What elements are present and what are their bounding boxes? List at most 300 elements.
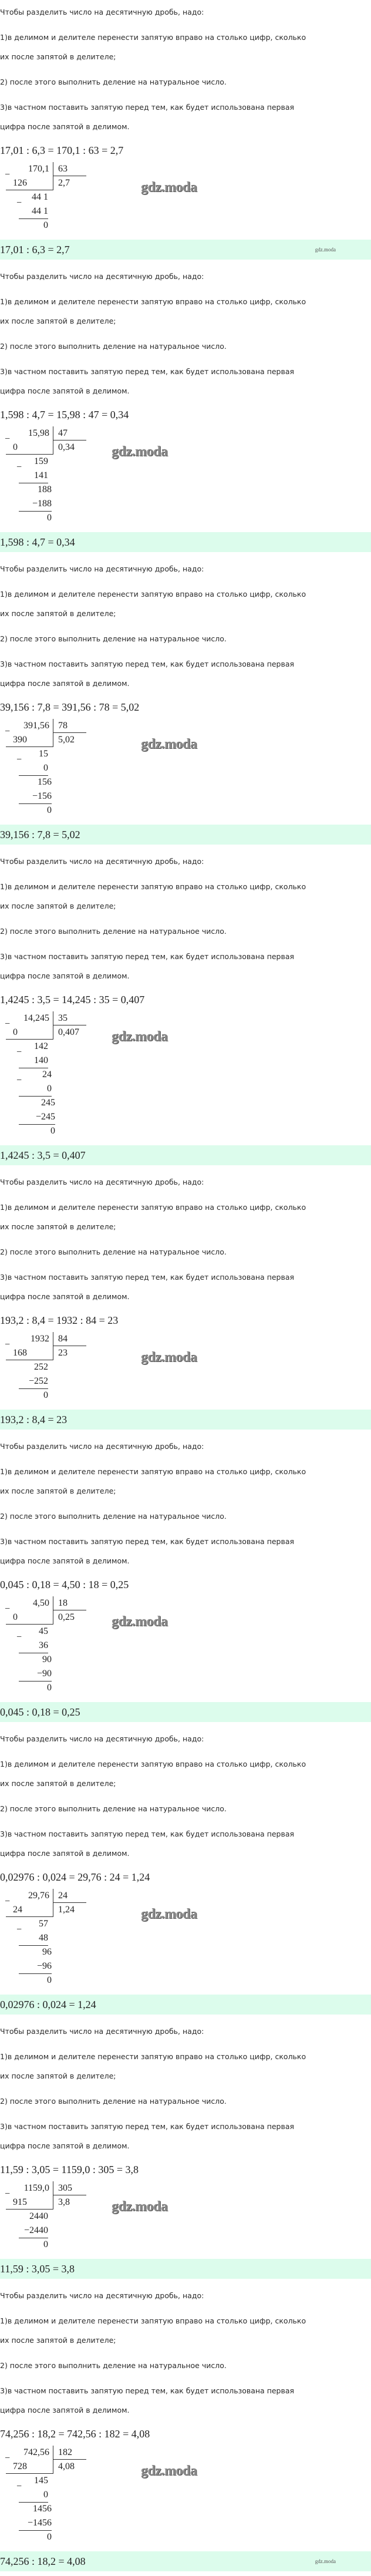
division-step-subtrahend (6, 789, 371, 803)
division-first-row (6, 2195, 371, 2210)
rule-line: их после запятой в делителе; (0, 2336, 116, 2345)
dividend: 391,56 (6, 719, 53, 733)
rule-text (0, 2022, 371, 2155)
result-text: 1,4245 : 3,5 = 0,407 (0, 1149, 86, 1161)
rule-paragraph (0, 1267, 371, 1306)
rule-line: Чтобы разделить число на десятичную дробь, надо: (0, 1442, 204, 1451)
rule-line: 2) после этого выполнить деление на натуральное число. (0, 927, 227, 936)
division-step-subtrahend (6, 1667, 371, 1681)
dividend: 4,50 (6, 1596, 53, 1610)
watermark-logo: gdz.moda (112, 444, 168, 459)
minus-sign: − (16, 1047, 22, 1057)
dividend: 14,245 (6, 1011, 53, 1025)
remainder: 0 (47, 2532, 52, 2542)
division-first-row (6, 1610, 371, 1625)
rule-paragraph (0, 337, 371, 356)
solution-section (0, 2284, 371, 2571)
minuend: 1456 (33, 2504, 52, 2514)
watermark-small: gdz.moda (315, 2558, 336, 2564)
rule-paragraph (0, 1437, 371, 1456)
first-subtrahend: 0 (6, 1025, 53, 1040)
division-step-subtrahend (6, 1054, 371, 1068)
quotient: 2,7 (58, 178, 70, 188)
division-header-row (5, 162, 371, 180)
remainder: 0 (43, 2239, 48, 2249)
divisor: 18 (53, 1596, 86, 1610)
minuend: 45 (39, 1626, 48, 1636)
minuend: 145 (34, 2476, 48, 2486)
long-division (6, 1332, 371, 1407)
division-remainder (6, 1681, 371, 1695)
watermark-logo: gdz.moda (141, 1906, 197, 1922)
subtrahend-wrap (19, 1082, 52, 1097)
division-remainder (6, 511, 371, 525)
result-text: 11,59 : 3,05 = 3,8 (0, 2263, 75, 2275)
rule-line: 3)в частном поставить запятую перед тем, как будет использована первая (0, 1273, 295, 1282)
rule-line: 3)в частном поставить запятую перед тем, как будет использована первая (0, 2122, 295, 2131)
division-step-minuend (6, 2210, 371, 2224)
minuend: 2440 (29, 2211, 48, 2221)
quotient: 0,25 (58, 1612, 75, 1622)
first-subtrahend: 728 (6, 2460, 53, 2474)
result-answer (0, 2551, 371, 2571)
division-step-subtrahend (6, 204, 371, 218)
long-division (6, 1011, 371, 1143)
first-subtrahend: 0 (6, 1610, 53, 1625)
rule-text (0, 1729, 371, 1863)
rule-text (0, 559, 371, 693)
subtrahend-wrap (19, 1639, 48, 1653)
division-step-subtrahend (6, 1374, 371, 1388)
rule-paragraph (0, 1506, 371, 1526)
equation: 0,045 : 0,18 = 4,50 : 18 = 0,25 (0, 1579, 129, 1590)
division-step-minuend (6, 2502, 371, 2516)
quotient: 3,8 (58, 2197, 70, 2207)
remainder: 0 (47, 805, 52, 815)
subtrahend-wrap (19, 1959, 52, 1974)
rule-line: 2) после этого выполнить деление на натуральное число. (0, 2361, 227, 2370)
division-header-row (5, 1332, 371, 1350)
rule-line: 2) после этого выполнить деление на натуральное число. (0, 1804, 227, 1813)
division-step-subtrahend (6, 1959, 371, 1973)
rule-line: 2) после этого выполнить деление на натуральное число. (0, 1247, 227, 1256)
result-answer (0, 1410, 371, 1430)
rule-line: 1)в делимом и делителе перенести запятую вправо на столько цифр, сколько (0, 2316, 306, 2325)
long-division (6, 2446, 371, 2549)
remainder: 0 (47, 1975, 52, 1985)
rule-line: их после запятой в делителе; (0, 317, 116, 325)
solution-section (0, 849, 371, 1165)
long-division (6, 1889, 371, 1992)
minus-sign: − (16, 1925, 22, 1935)
equation: 39,156 : 7,8 = 391,56 : 78 = 5,02 (0, 701, 140, 713)
remainder: 0 (43, 220, 48, 230)
rule-paragraph (0, 2356, 371, 2375)
rule-line: цифра после запятой в делимом. (0, 2406, 130, 2414)
dividend: 29,76 (6, 1889, 53, 1903)
subtrahend: −2440 (19, 2224, 48, 2238)
rule-text (0, 1437, 371, 1571)
minus-sign: − (5, 1896, 11, 1906)
rule-line: цифра после запятой в делимом. (0, 386, 130, 395)
result-text: 0,045 : 0,18 = 0,25 (0, 1706, 80, 1718)
division-remainder (6, 803, 371, 818)
rule-paragraph (0, 1242, 371, 1262)
rule-paragraph (0, 362, 371, 401)
rule-paragraph (0, 654, 371, 693)
rule-line: 3)в частном поставить запятую перед тем, как будет использована первая (0, 103, 295, 112)
division-step-subtrahend (6, 1639, 371, 1653)
rule-paragraph (0, 1532, 371, 1571)
subtrahend: −188 (19, 497, 52, 512)
rule-line: Чтобы разделить число на десятичную дробь, надо: (0, 8, 204, 16)
rule-line: 1)в делимом и делителе перенести запятую вправо на столько цифр, сколько (0, 1203, 306, 1212)
solution-section (0, 2019, 371, 2279)
divisor: 47 (53, 426, 86, 440)
minuend: 188 (38, 485, 52, 495)
rule-paragraph (0, 2381, 371, 2420)
rule-paragraph (0, 2, 371, 22)
division-step-minuend (6, 1068, 371, 1085)
rule-text (0, 267, 371, 401)
rule-line: их после запятой в делителе; (0, 609, 116, 618)
rule-line: их после запятой в делителе; (0, 2071, 116, 2080)
division-step-minuend (6, 1096, 371, 1110)
watermark-logo: gdz.moda (112, 1029, 168, 1044)
rule-line: цифра после запятой в делимом. (0, 1556, 130, 1565)
rule-line: их после запятой в делителе; (0, 1779, 116, 1788)
rule-paragraph (0, 1729, 371, 1748)
quotient: 5,02 (58, 735, 75, 745)
result-text: 0,02976 : 0,024 = 1,24 (0, 1999, 96, 2010)
subtrahend-wrap (19, 2516, 52, 2531)
minuend: 252 (34, 1362, 48, 1372)
rule-line: 1)в делимом и делителе перенести запятую вправо на столько цифр, сколько (0, 1760, 306, 1768)
minus-sign: − (16, 755, 22, 765)
minuend: 156 (38, 777, 52, 787)
rule-line: их после запятой в делителе; (0, 52, 116, 61)
minus-sign: − (5, 1019, 11, 1029)
rule-line: 3)в частном поставить запятую перед тем, как будет использована первая (0, 2386, 295, 2395)
long-division (6, 719, 371, 822)
rule-line: цифра после запятой в делимом. (0, 971, 130, 980)
equation: 17,01 : 6,3 = 170,1 : 63 = 2,7 (0, 144, 124, 156)
division-step-minuend (6, 1945, 371, 1959)
equation: 11,59 : 3,05 = 1159,0 : 305 = 3,8 (0, 2164, 139, 2175)
rule-paragraph (0, 559, 371, 579)
dividend: 742,56 (6, 2446, 53, 2460)
rule-line: цифра после запятой в делимом. (0, 122, 130, 131)
result-answer (0, 240, 371, 260)
rule-paragraph (0, 2311, 371, 2350)
division-header-row (5, 426, 371, 444)
equation: 193,2 : 8,4 = 1932 : 84 = 23 (0, 1314, 119, 1326)
subtrahend-wrap (19, 789, 52, 804)
minuend: 44 1 (32, 192, 48, 202)
minuend: 245 (41, 1098, 55, 1108)
minus-sign: − (5, 727, 11, 737)
minuend: 142 (34, 1041, 48, 1051)
rule-paragraph (0, 2286, 371, 2305)
first-subtrahend: 168 (6, 1346, 53, 1360)
long-division (6, 2181, 371, 2256)
divisor: 305 (53, 2181, 86, 2195)
rule-paragraph (0, 72, 371, 92)
rule-line: 2) после этого выполнить деление на натуральное число. (0, 1512, 227, 1521)
remainder: 0 (43, 1390, 48, 1400)
quotient: 23 (58, 1348, 68, 1358)
rule-paragraph (0, 28, 371, 66)
division-header-row (5, 1889, 371, 1906)
rule-line: 1)в делимом и делителе перенести запятую вправо на столько цифр, сколько (0, 297, 306, 306)
solution-section (0, 1170, 371, 1430)
rule-line: Чтобы разделить число на десятичную дробь, надо: (0, 1178, 204, 1186)
rule-paragraph (0, 2047, 371, 2086)
solution-section (0, 557, 371, 845)
long-division (6, 426, 371, 530)
minus-sign: − (16, 2481, 22, 2491)
quotient: 0,407 (58, 1027, 79, 1037)
minus-sign: − (5, 1604, 11, 1614)
subtrahend: 0 (19, 1082, 52, 1097)
rule-line: 1)в делимом и делителе перенести запятую вправо на столько цифр, сколько (0, 2052, 306, 2061)
rule-paragraph (0, 292, 371, 331)
subtrahend: −96 (19, 1959, 52, 1974)
quotient: 1,24 (58, 1905, 75, 1915)
rule-line: их после запятой в делителе; (0, 902, 116, 910)
minus-sign: − (5, 2453, 11, 2463)
divisor: 63 (53, 162, 86, 176)
rule-paragraph (0, 1754, 371, 1793)
watermark-logo: gdz.moda (141, 1350, 197, 1365)
division-header-row (5, 2181, 371, 2199)
rule-paragraph (0, 267, 371, 286)
rule-line: цифра после запятой в делимом. (0, 1849, 130, 1858)
long-division (6, 162, 371, 237)
division-step-subtrahend (6, 1082, 371, 1096)
subtrahend: −1456 (19, 2516, 52, 2531)
division-step-minuend (6, 483, 371, 497)
rule-line: Чтобы разделить число на десятичную дробь, надо: (0, 2291, 204, 2300)
rule-paragraph (0, 852, 371, 871)
rule-paragraph (0, 97, 371, 136)
minuend: 90 (42, 1654, 52, 1664)
division-remainder (6, 1973, 371, 1988)
subtrahend: −90 (19, 1667, 52, 1682)
rule-line: 3)в частном поставить запятую перед тем, как будет использована первая (0, 1537, 295, 1546)
division-header-row (5, 1596, 371, 1614)
rule-line: их после запятой в делителе; (0, 1222, 116, 1231)
division-step-minuend (6, 1040, 371, 1057)
minus-sign: − (5, 2189, 11, 2199)
watermark-logo: gdz.moda (141, 737, 197, 752)
subtrahend: 44 1 (19, 204, 48, 219)
rule-line: 2) после этого выполнить деление на натуральное число. (0, 634, 227, 643)
rule-paragraph (0, 2022, 371, 2041)
division-step-subtrahend (6, 1931, 371, 1945)
minus-sign: − (5, 434, 11, 444)
rule-line: 2) после этого выполнить деление на натуральное число. (0, 2097, 227, 2106)
remainder: 0 (50, 1126, 55, 1136)
result-text: 74,256 : 18,2 = 4,08 (0, 2555, 86, 2567)
result-answer (0, 1145, 371, 1165)
equation: 1,598 : 4,7 = 15,98 : 47 = 0,34 (0, 409, 129, 421)
rule-paragraph (0, 1824, 371, 1863)
first-subtrahend: 24 (6, 1903, 53, 1917)
divisor: 35 (53, 1011, 86, 1025)
rule-line: Чтобы разделить число на десятичную дробь, надо: (0, 564, 204, 573)
rule-paragraph (0, 2091, 371, 2111)
rule-line: Чтобы разделить число на десятичную дробь, надо: (0, 272, 204, 281)
watermark-logo: gdz.moda (112, 1614, 168, 1629)
subtrahend: 141 (19, 469, 48, 483)
division-step-minuend (6, 1653, 371, 1667)
minus-sign: − (16, 198, 22, 208)
rule-paragraph (0, 947, 371, 986)
rule-line: цифра после запятой в делимом. (0, 2141, 130, 2150)
rule-line: их после запятой в делителе; (0, 1487, 116, 1495)
watermark-logo: gdz.moda (141, 180, 197, 195)
rule-line: 3)в частном поставить запятую перед тем, как будет использована первая (0, 367, 295, 376)
rule-text (0, 1172, 371, 1306)
rule-paragraph (0, 2117, 371, 2155)
division-remainder (6, 2530, 371, 2544)
division-step-subtrahend (6, 469, 371, 483)
minus-sign: − (16, 1075, 22, 1085)
division-step-subtrahend (6, 2488, 371, 2502)
division-remainder (6, 1388, 371, 1403)
rule-paragraph (0, 1198, 371, 1236)
division-step-subtrahend (6, 1110, 371, 1124)
rule-text (0, 852, 371, 986)
result-text: 39,156 : 7,8 = 5,02 (0, 829, 80, 840)
result-answer (0, 532, 371, 552)
first-subtrahend: 0 (6, 440, 53, 455)
rule-line: 1)в делимом и делителе перенести запятую вправо на столько цифр, сколько (0, 33, 306, 42)
rule-line: 3)в частном поставить запятую перед тем, как будет использована первая (0, 1830, 295, 1838)
minuend: 159 (34, 456, 48, 466)
rule-paragraph (0, 1799, 371, 1818)
subtrahend-wrap (19, 1374, 48, 1389)
subtrahend: −156 (19, 789, 52, 804)
rule-line: 1)в делимом и делителе перенести запятую вправо на столько цифр, сколько (0, 590, 306, 598)
minuend: 96 (42, 1947, 52, 1957)
remainder: 0 (47, 1683, 52, 1693)
rule-text (0, 2, 371, 136)
rule-line: цифра после запятой в делимом. (0, 1292, 130, 1301)
rule-text (0, 2286, 371, 2420)
result-answer (0, 2259, 371, 2279)
minuend: 24 (42, 1070, 52, 1080)
result-answer (0, 1702, 371, 1722)
subtrahend: 0 (19, 761, 48, 776)
rule-paragraph (0, 877, 371, 916)
watermark-logo: gdz.moda (141, 2463, 197, 2479)
rule-line: 1)в делимом и делителе перенести запятую вправо на столько цифр, сколько (0, 1467, 306, 1476)
solution-section (0, 0, 371, 260)
rule-paragraph (0, 629, 371, 648)
minuend: 57 (39, 1919, 48, 1929)
quotient: 0,34 (58, 442, 75, 452)
subtrahend: 140 (19, 1054, 48, 1068)
rule-line: 2) после этого выполнить деление на натуральное число. (0, 78, 227, 86)
subtrahend-wrap (19, 204, 48, 219)
subtrahend-wrap (19, 469, 48, 483)
minus-sign: − (5, 170, 11, 180)
subtrahend-wrap (19, 1667, 52, 1682)
rule-paragraph (0, 1462, 371, 1501)
solution-section (0, 1434, 371, 1722)
quotient: 4,08 (58, 2461, 75, 2471)
subtrahend-wrap (19, 2488, 48, 2503)
subtrahend: −252 (19, 1374, 48, 1389)
division-remainder (6, 218, 371, 233)
equation: 74,256 : 18,2 = 742,56 : 182 = 4,08 (0, 2428, 150, 2440)
rule-line: Чтобы разделить число на десятичную дробь, надо: (0, 857, 204, 866)
division-step-subtrahend (6, 2224, 371, 2238)
division-step-subtrahend (6, 761, 371, 775)
rule-paragraph (0, 584, 371, 623)
watermark-small: gdz.moda (315, 247, 336, 253)
subtrahend-wrap (19, 761, 48, 776)
dividend: 170,1 (6, 162, 53, 176)
division-header-row (5, 719, 371, 737)
result-answer (0, 1995, 371, 2015)
subtrahend: 0 (19, 2488, 48, 2503)
remainder: 0 (47, 513, 52, 523)
division-step-minuend (6, 1625, 371, 1642)
subtrahend: 36 (19, 1639, 48, 1653)
rule-line: Чтобы разделить число на десятичную дробь, надо: (0, 1734, 204, 1743)
watermark-logo: gdz.moda (112, 2199, 168, 2214)
first-subtrahend: 126 (6, 176, 53, 190)
rule-line: 1)в делимом и делителе перенести запятую вправо на столько цифр, сколько (0, 882, 306, 891)
rule-line: цифра после запятой в делимом. (0, 679, 130, 688)
division-step-minuend (6, 455, 371, 472)
result-text: 193,2 : 8,4 = 23 (0, 1414, 68, 1425)
subtrahend-wrap (19, 1110, 55, 1125)
rule-paragraph (0, 1172, 371, 1192)
divisor: 84 (53, 1332, 86, 1346)
division-remainder (6, 2238, 371, 2252)
rule-paragraph (0, 922, 371, 941)
division-first-row (6, 1025, 371, 1040)
minuend: 15 (39, 749, 48, 759)
rule-line: 3)в частном поставить запятую перед тем, как будет использована первая (0, 660, 295, 668)
subtrahend: 48 (19, 1931, 48, 1946)
subtrahend-wrap (19, 1931, 48, 1946)
minus-sign: − (16, 1632, 22, 1642)
division-step-minuend (6, 775, 371, 789)
divisor: 78 (53, 719, 86, 733)
minus-sign: − (16, 462, 22, 472)
division-header-row (5, 2446, 371, 2463)
equation: 1,4245 : 3,5 = 14,245 : 35 = 0,407 (0, 994, 145, 1005)
rule-line: 3)в частном поставить запятую перед тем, как будет использована первая (0, 952, 295, 961)
subtrahend-wrap (19, 497, 52, 512)
equation: 0,02976 : 0,024 = 29,76 : 24 = 1,24 (0, 1871, 150, 1883)
result-text: 17,01 : 6,3 = 2,7 (0, 244, 70, 255)
division-first-row (6, 440, 371, 455)
divisor: 24 (53, 1889, 86, 1903)
rule-line: 2) после этого выполнить деление на натуральное число. (0, 342, 227, 351)
minus-sign: − (5, 1340, 11, 1350)
dividend: 15,98 (6, 426, 53, 440)
division-step-subtrahend (6, 497, 371, 511)
rule-line: Чтобы разделить число на десятичную дробь, надо: (0, 2027, 204, 2036)
first-subtrahend: 915 (6, 2195, 53, 2210)
solution-section (0, 1727, 371, 2015)
